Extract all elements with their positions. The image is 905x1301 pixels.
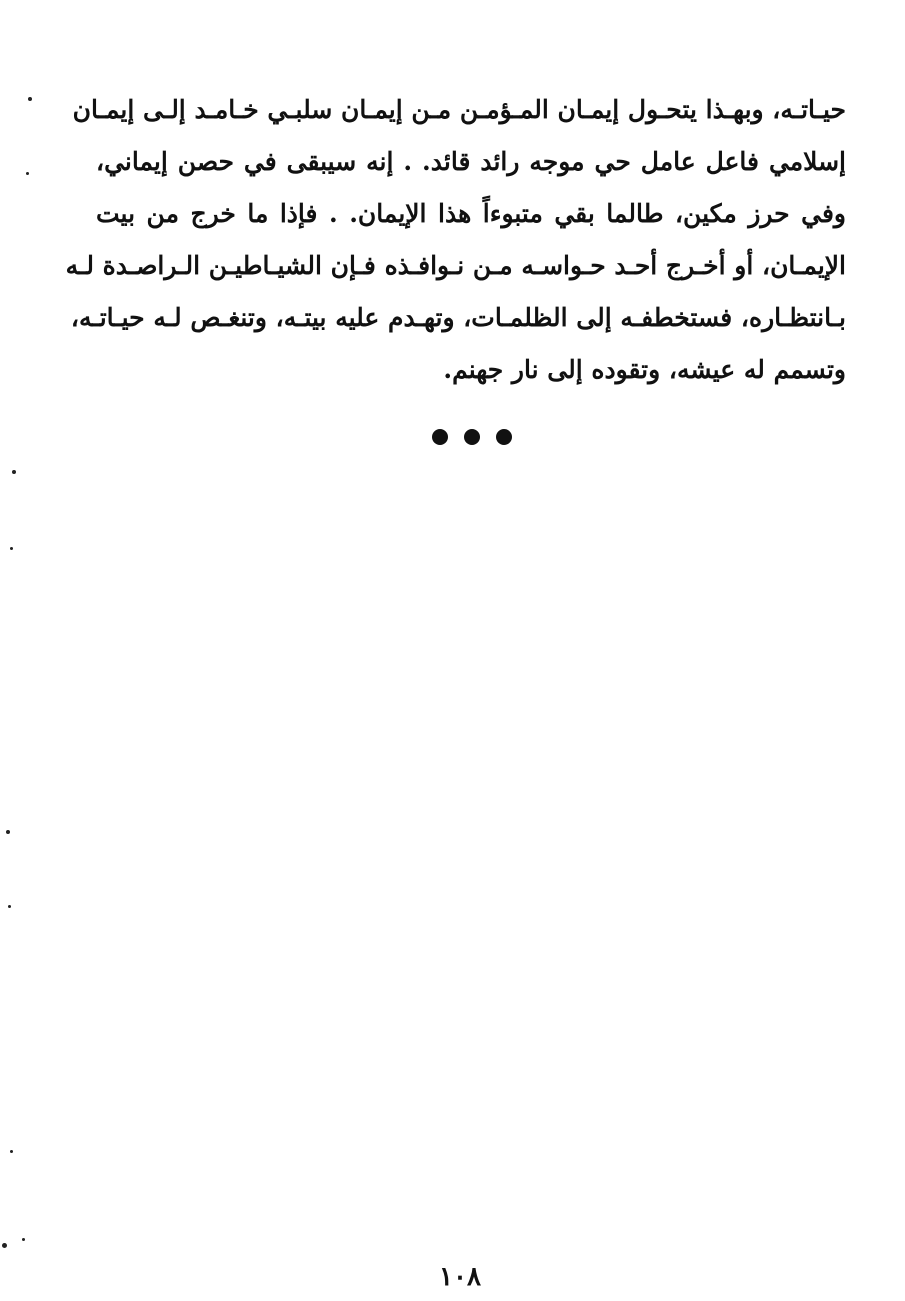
scan-speck [26, 172, 29, 175]
scan-speck [2, 1243, 7, 1248]
paragraph-line-2: إسلامي فاعل عامل حي موجه رائد قائد. . إنه سيبقى في حصن إيماني، [96, 147, 846, 176]
paragraph-line-6: وتسمم له عيشه، وتقوده إلى نار جهنم. [443, 355, 846, 384]
separator-dot [464, 429, 480, 445]
scan-speck [12, 470, 16, 474]
body-paragraph [65, 84, 846, 396]
separator-dot [432, 429, 448, 445]
scan-speck [8, 905, 11, 908]
scan-speck [10, 1150, 13, 1153]
scan-speck [28, 97, 32, 101]
paragraph-line-4: الإيمـان، أو أخـرج أحـد حـواسـه مـن نـوافـذه فـإن الشيـاطيـن الـراصـدة لـه [65, 251, 846, 280]
page-number: ١٠٨ [439, 1262, 481, 1292]
scan-speck [10, 547, 13, 550]
scan-speck [6, 830, 10, 834]
paragraph-line-1: حيـاتـه، وبهـذا يتحـول إيمـان المـؤمـن مـن إيمـان سلبـي خـامـد إلـى إيمـان [72, 95, 846, 124]
scan-speck [22, 1238, 25, 1241]
paragraph-line-3: وفي حرز مكين، طالما بقي متبوءاً هذا الإيمان. . فإذا ما خرج من بيت [96, 199, 846, 228]
paragraph-line-5: بـانتظـاره، فستخطفـه إلى الظلمـات، وتهـدم عليه بيتـه، وتنغـص لـه حيـاتـه، [70, 303, 846, 332]
separator-dot [496, 429, 512, 445]
section-separator [432, 428, 512, 446]
